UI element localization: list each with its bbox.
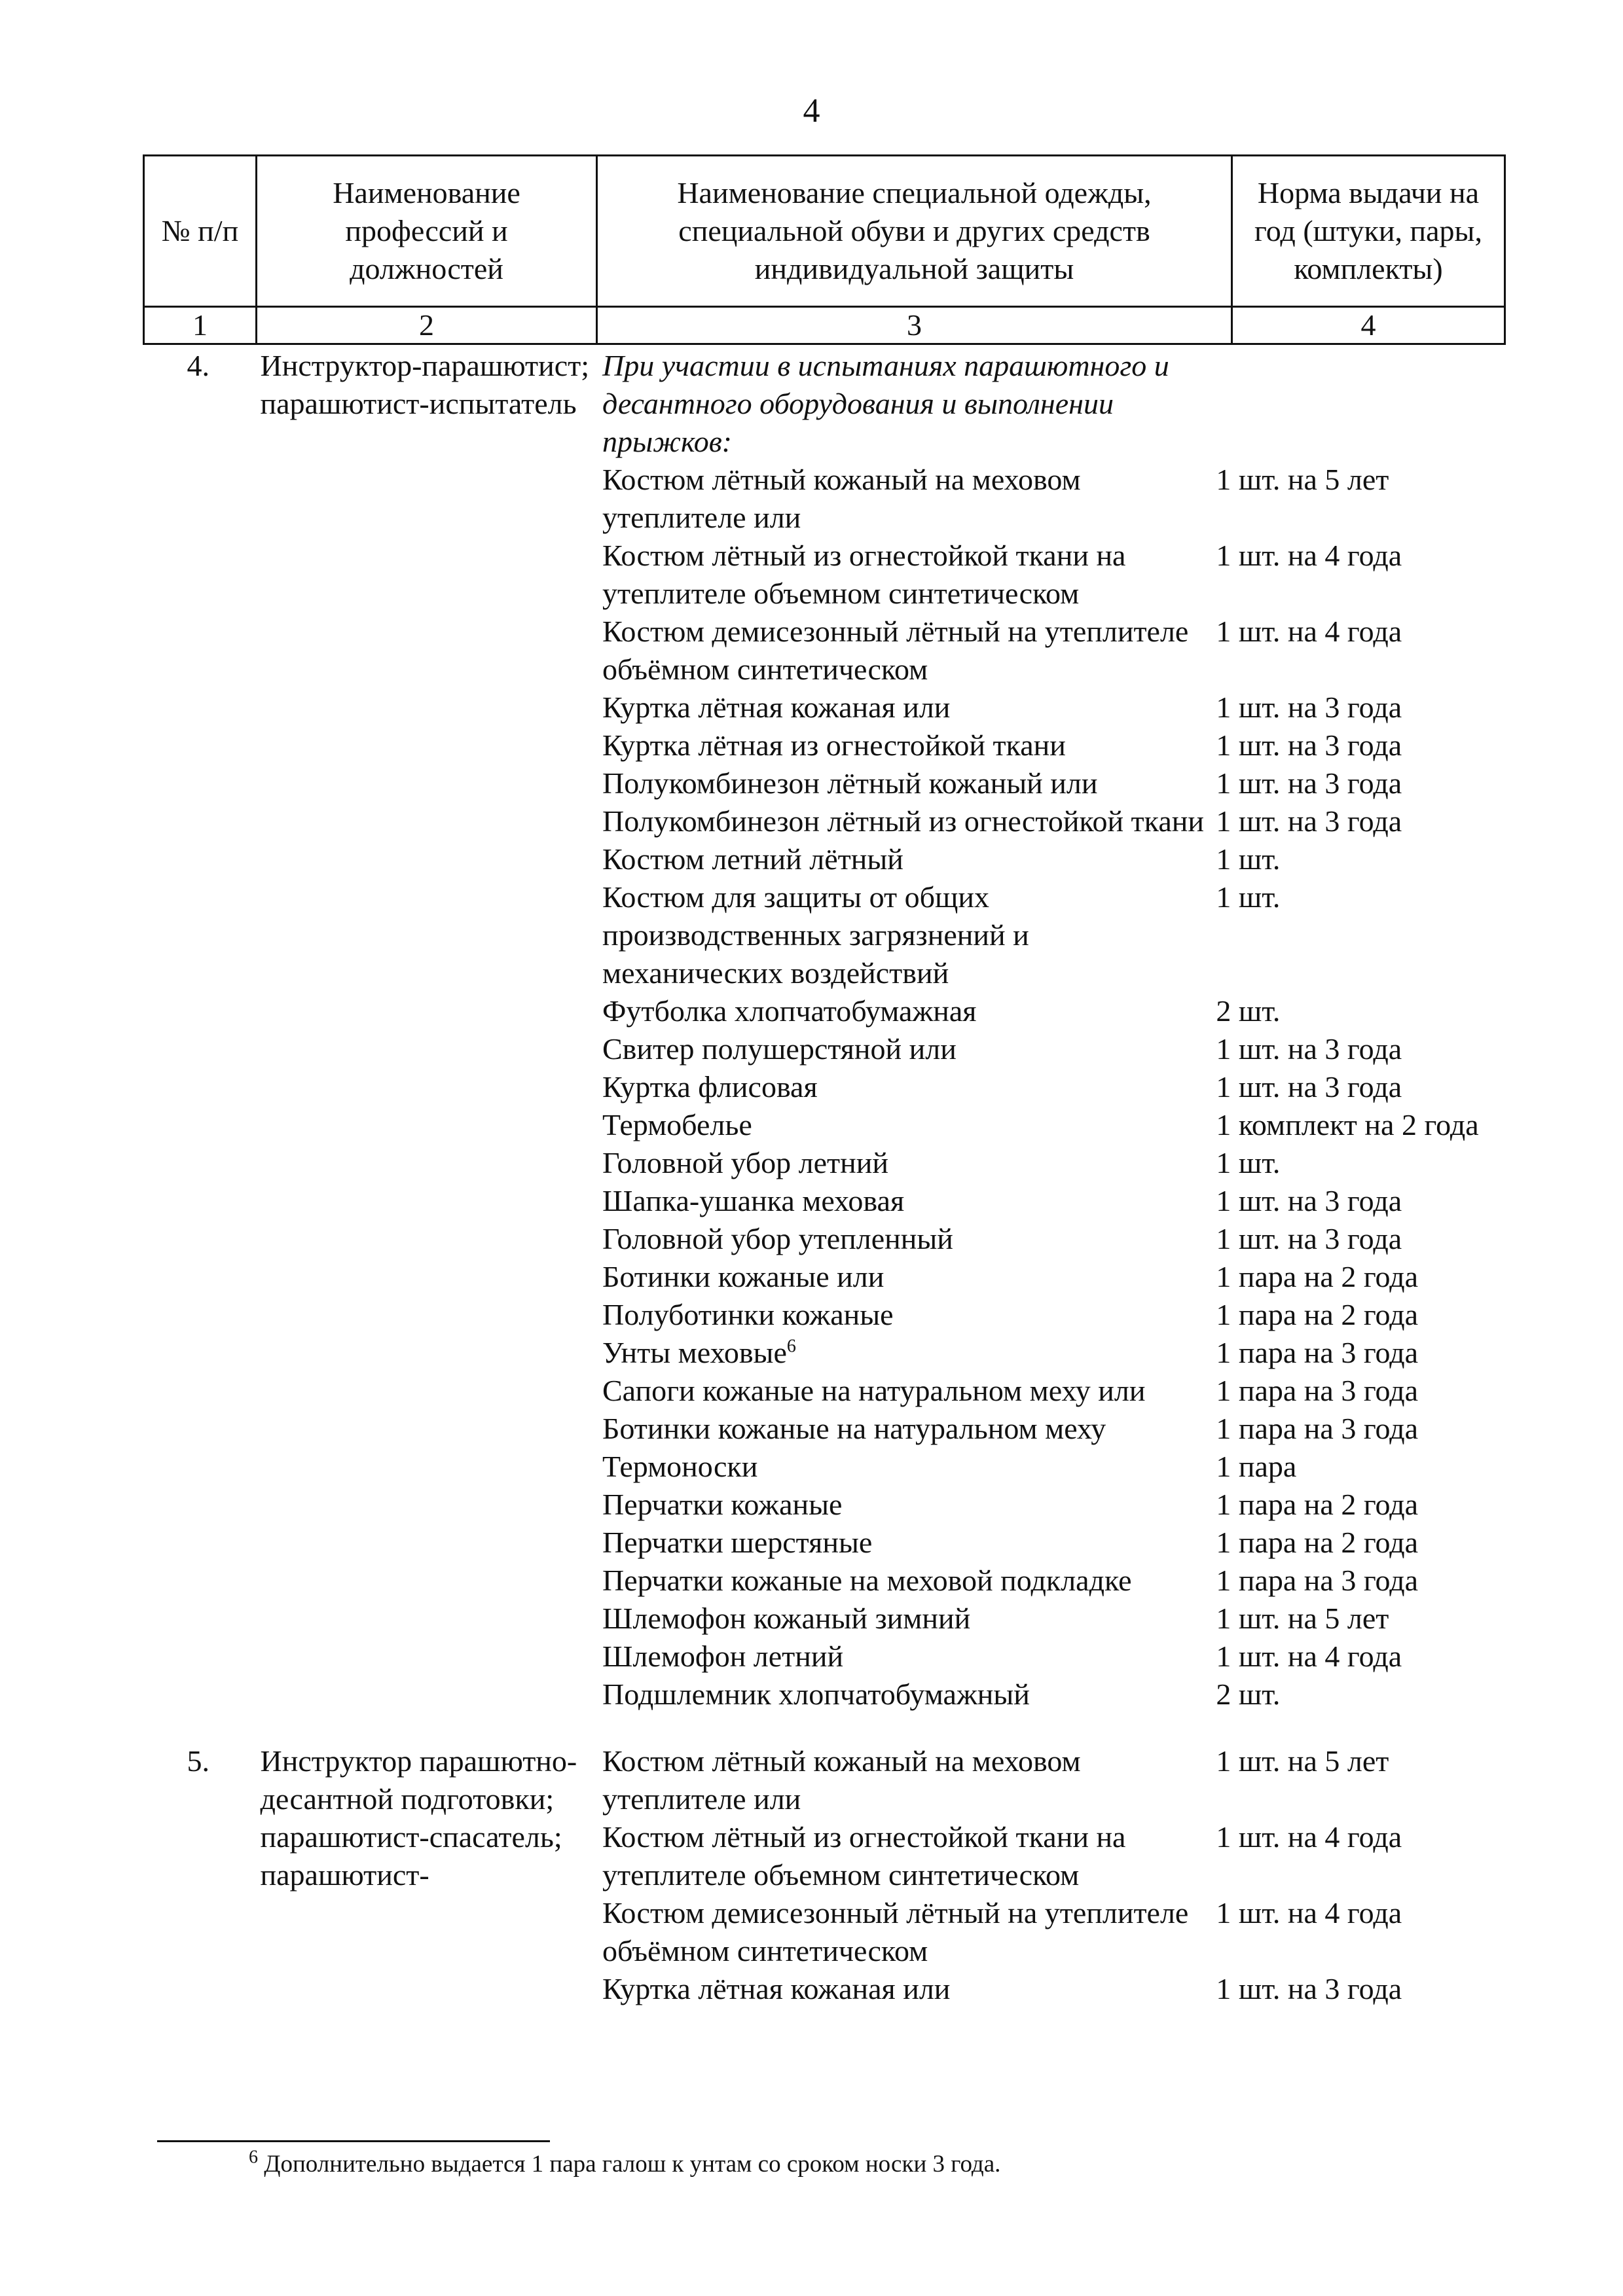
list-item: Костюм лётный кожаный на меховом утеплителе или 1 шт. на 5 лет bbox=[602, 1744, 1389, 1816]
list-item: Полуботинки кожаные 1 пара на 2 года bbox=[602, 1298, 1419, 1331]
list-item: Термобелье 1 комплект на 2 года bbox=[602, 1108, 1479, 1141]
footnote-ref: 6 bbox=[786, 1336, 796, 1357]
table-header bbox=[143, 154, 1506, 345]
header-num-1: 1 bbox=[144, 307, 257, 344]
list-item: Шапка-ушанка меховая 1 шт. на 3 года bbox=[602, 1184, 1402, 1217]
header-num-2: 2 bbox=[257, 307, 597, 344]
items-list bbox=[596, 347, 1504, 1713]
section-4 bbox=[143, 347, 1504, 1713]
list-item: Шлемофон летний 1 шт. на 4 года bbox=[602, 1640, 1402, 1673]
list-item: Костюм демисезонный лётный на утеплителе объёмном синтетическом 1 шт. на 4 года bbox=[602, 1896, 1402, 1967]
list-item: Куртка лётная кожаная или 1 шт. на 3 года bbox=[602, 1972, 1402, 2005]
subheading: При участии в испытаниях парашютного и десантного оборудования и выполнении прыжков: bbox=[602, 349, 1169, 458]
list-item: Перчатки шерстяные 1 пара на 2 года bbox=[602, 1526, 1419, 1559]
footnote bbox=[249, 2148, 1000, 2181]
list-item: Куртка лётная кожаная или 1 шт. на 3 года bbox=[602, 691, 1402, 724]
footnote-divider bbox=[157, 2140, 550, 2142]
row-number: 5. bbox=[187, 1744, 210, 1778]
list-item: Термоноски 1 пара bbox=[602, 1450, 1297, 1483]
list-item: Костюм для защиты от общих производственных загрязнений и механических воздействий 1 шт. bbox=[602, 880, 1281, 990]
row-number: 4. bbox=[187, 349, 210, 382]
items-list bbox=[596, 1742, 1504, 2008]
list-item: Свитер полушерстяной или 1 шт. на 3 года bbox=[602, 1032, 1402, 1066]
footnote-marker: 6 bbox=[249, 2147, 258, 2168]
footnote-text: Дополнительно выдается 1 пара галош к унтам со сроком носки 3 года. bbox=[264, 2151, 1001, 2178]
list-item: Куртка флисовая 1 шт. на 3 года bbox=[602, 1070, 1402, 1103]
list-item: Ботинки кожаные на натуральном меху 1 пара на 3 года bbox=[602, 1412, 1419, 1445]
list-item: Головной убор утепленный 1 шт. на 3 года bbox=[602, 1222, 1402, 1255]
list-item: Унты меховые$^6$ 1 пара на 3 года bbox=[602, 1336, 1419, 1369]
list-item: Перчатки кожаные на меховой подкладке 1 пара на 3 года bbox=[602, 1564, 1419, 1597]
list-item: Костюм демисезонный лётный на утеплителе объёмном синтетическом 1 шт. на 4 года bbox=[602, 615, 1402, 686]
list-item: Головной убор летний 1 шт. bbox=[602, 1146, 1281, 1179]
list-item: Подшлемник хлопчатобумажный 2 шт. bbox=[602, 1677, 1281, 1711]
list-item: Сапоги кожаные на натуральном меху или 1 пара на 3 года bbox=[602, 1374, 1419, 1407]
list-item: Шлемофон кожаный зимний 1 шт. на 5 лет bbox=[602, 1602, 1389, 1635]
item-name: Унты меховые bbox=[602, 1336, 787, 1369]
header-col-profession: Наименование профессий и должностей bbox=[257, 156, 597, 307]
list-item: Полукомбинезон лётный кожаный или 1 шт. на 3 года bbox=[602, 766, 1402, 800]
list-item: Костюм лётный из огнестойкой ткани на утеплителе объемном синтетическом 1 шт. на 4 года bbox=[602, 539, 1402, 610]
list-item: Куртка лётная из огнестойкой ткани 1 шт. на 3 года bbox=[602, 728, 1402, 762]
list-item: Ботинки кожаные или 1 пара на 2 года bbox=[602, 1260, 1419, 1293]
section-5 bbox=[143, 1742, 1504, 2008]
subheading-row bbox=[596, 347, 1504, 461]
list-item: Полукомбинезон лётный из огнестойкой ткани 1 шт. на 3 года bbox=[602, 804, 1402, 838]
profession-name: Инструктор парашютно-десантной подготовки; парашютист-спасатель; парашютист- bbox=[260, 1744, 577, 1892]
list-item: Костюм лётный кожаный на меховом утеплителе или 1 шт. на 5 лет bbox=[602, 463, 1389, 534]
list-item: Костюм летний лётный 1 шт. bbox=[602, 842, 1281, 876]
list-item: Перчатки кожаные 1 пара на 2 года bbox=[602, 1488, 1419, 1521]
header-col-item: Наименование специальной одежды, специальной обуви и других средств индивидуальной защиты bbox=[597, 156, 1232, 307]
profession-name: Инструктор-парашютист; парашютист-испытатель bbox=[260, 349, 590, 420]
header-col-number: № п/п bbox=[144, 156, 257, 307]
header-num-3: 3 bbox=[597, 307, 1232, 344]
page-number: 4 bbox=[803, 92, 820, 130]
list-item: Костюм лётный из огнестойкой ткани на утеплителе объемном синтетическом 1 шт. на 4 года bbox=[602, 1820, 1402, 1892]
table-body bbox=[143, 347, 1504, 2008]
header-col-norm: Норма выдачи на год (штуки, пары, комплекты) bbox=[1232, 156, 1505, 307]
list-item: Футболка хлопчатобумажная 2 шт. bbox=[602, 994, 1281, 1028]
header-num-4: 4 bbox=[1232, 307, 1505, 344]
